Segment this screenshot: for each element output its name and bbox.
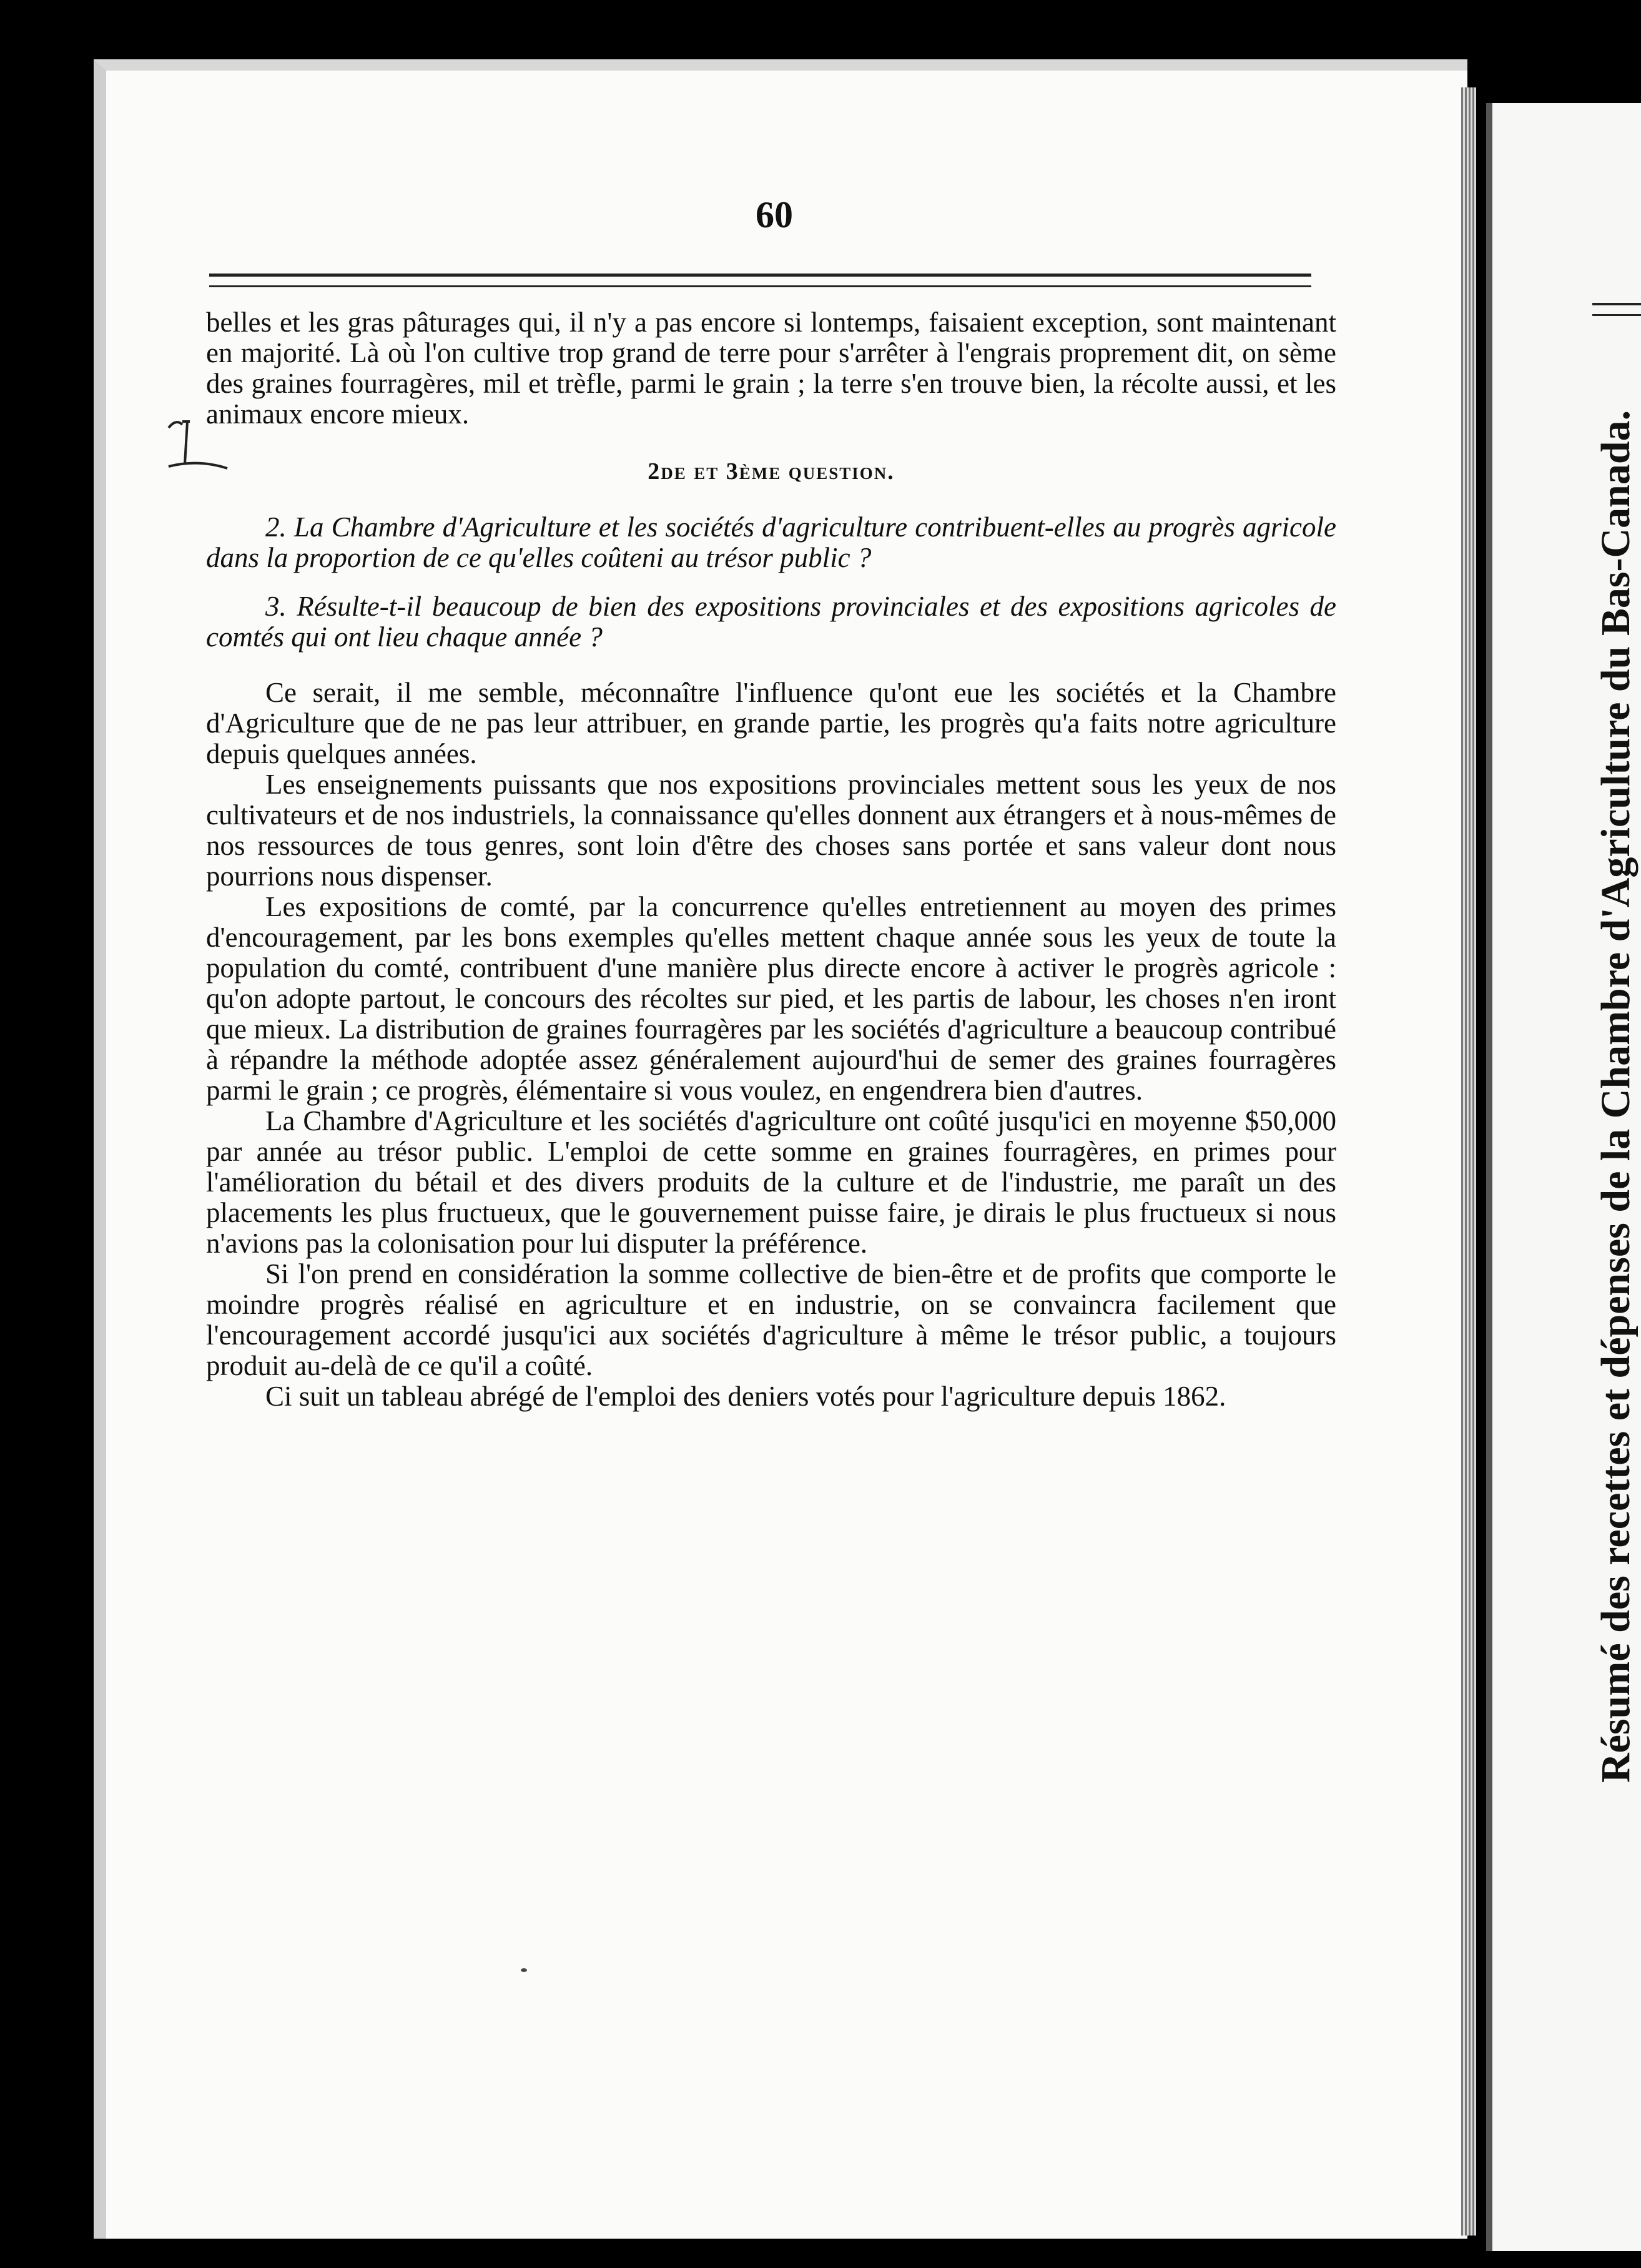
adjacent-page-title: Résumé des recettes et dépenses de la Chambre d'Agriculture du Bas-Canada. (1593, 410, 1639, 1783)
ink-speck (520, 1967, 528, 1973)
adjacent-page-rule (1592, 303, 1641, 316)
section-heading: 2de et 3ème question. (648, 458, 895, 485)
paragraph: La Chambre d'Agriculture et les sociétés d'agriculture ont coûté jusqu'ici en moyenne $50,000 par année au trésor public. L'emploi de cette somme en graines fourragères, en primes pour l'amélioration du bétail et des divers produits de la culture et de l'industrie, me paraît un des placements les plus fructueux, que le gouvernement puisse faire, je dirais le plus fructueux si nous n'avions pas la colonisation pour lui disputer la préférence. (206, 1105, 1336, 1259)
paragraph: Les enseignements puissants que nos expositions provinciales mettent sous les yeux de nos cultivateurs et de nos industriels, la connaissance qu'elles donnent aux étrangers et à nous-mêmes de nos ressources de tous genres, sont loin d'être des choses sans portée et sans valeur dont nous pourrions nous dispenser. (206, 769, 1336, 892)
paragraph-text: belles et les gras pâturages qui, il n'y a pas encore si lontemps, faisaient exception, sont maintenant en majorité. Là où l'on cultive trop grand de terre pour s'arrêter à l'engrais proprement dit, on sème des graines fourragères, mil et trèfle, parmi le grain ; la terre s'en trouve bien, la récolte aussi, et les animaux encore mieux. (206, 307, 1336, 430)
body-text (206, 678, 1336, 1412)
page-edge (1461, 87, 1476, 2236)
opening-paragraph (206, 307, 1336, 430)
paragraph: Ce serait, il me semble, méconnaître l'influence qu'ont eue les sociétés et la Chambre d'Agriculture que de ne pas leur attribuer, en grande partie, les progrès qu'a faits notre agriculture depuis quelques années. (206, 677, 1336, 769)
header-rule (209, 274, 1311, 287)
paragraph: Si l'on prend en considération la somme collective de bien-être et de profits que comporte le moindre progrès réalisé en agriculture et en industrie, on se convaincra facilement que l'encouragement accordé jusqu'ici aux sociétés d'agriculture à même le trésor public, a toujours produit au-delà de ce qu'il a coûté. (206, 1258, 1336, 1381)
question-3: 3. Résulte-t-il beaucoup de bien des expositions provinciales et des expositions agricoles de comtés qui ont lieu chaque année ? (206, 591, 1336, 653)
paragraph: Les expositions de comté, par la concurrence qu'elles entretiennent au moyen des primes d'encouragement, par les bons exemples qu'elles mettent chaque année sous les yeux de toute la population du comté, contribuent d'une manière plus directe encore à activer le progrès agricole : qu'on adopte partout, le concours des récoltes sur pied, et les partis de labour, les choses n'en iront que mieux. La distribution de graines fourragères par les sociétés d'agriculture a beaucoup contribué à répandre la méthode adoptée assez généralement aujourd'hui de semer des graines fourragères parmi le grain ; ce progrès, élémentaire si vous voulez, en engendrera bien d'autres. (206, 891, 1336, 1106)
question-2: 2. La Chambre d'Agriculture et les sociétés d'agriculture contribuent-elles au progrès agricole dans la proportion de ce qu'elles coûteni au trésor public ? (206, 511, 1336, 573)
paragraph: Ci suit un tableau abrégé de l'emploi des deniers votés pour l'agriculture depuis 1862. (265, 1381, 1226, 1412)
page-number: 60 (756, 194, 793, 235)
